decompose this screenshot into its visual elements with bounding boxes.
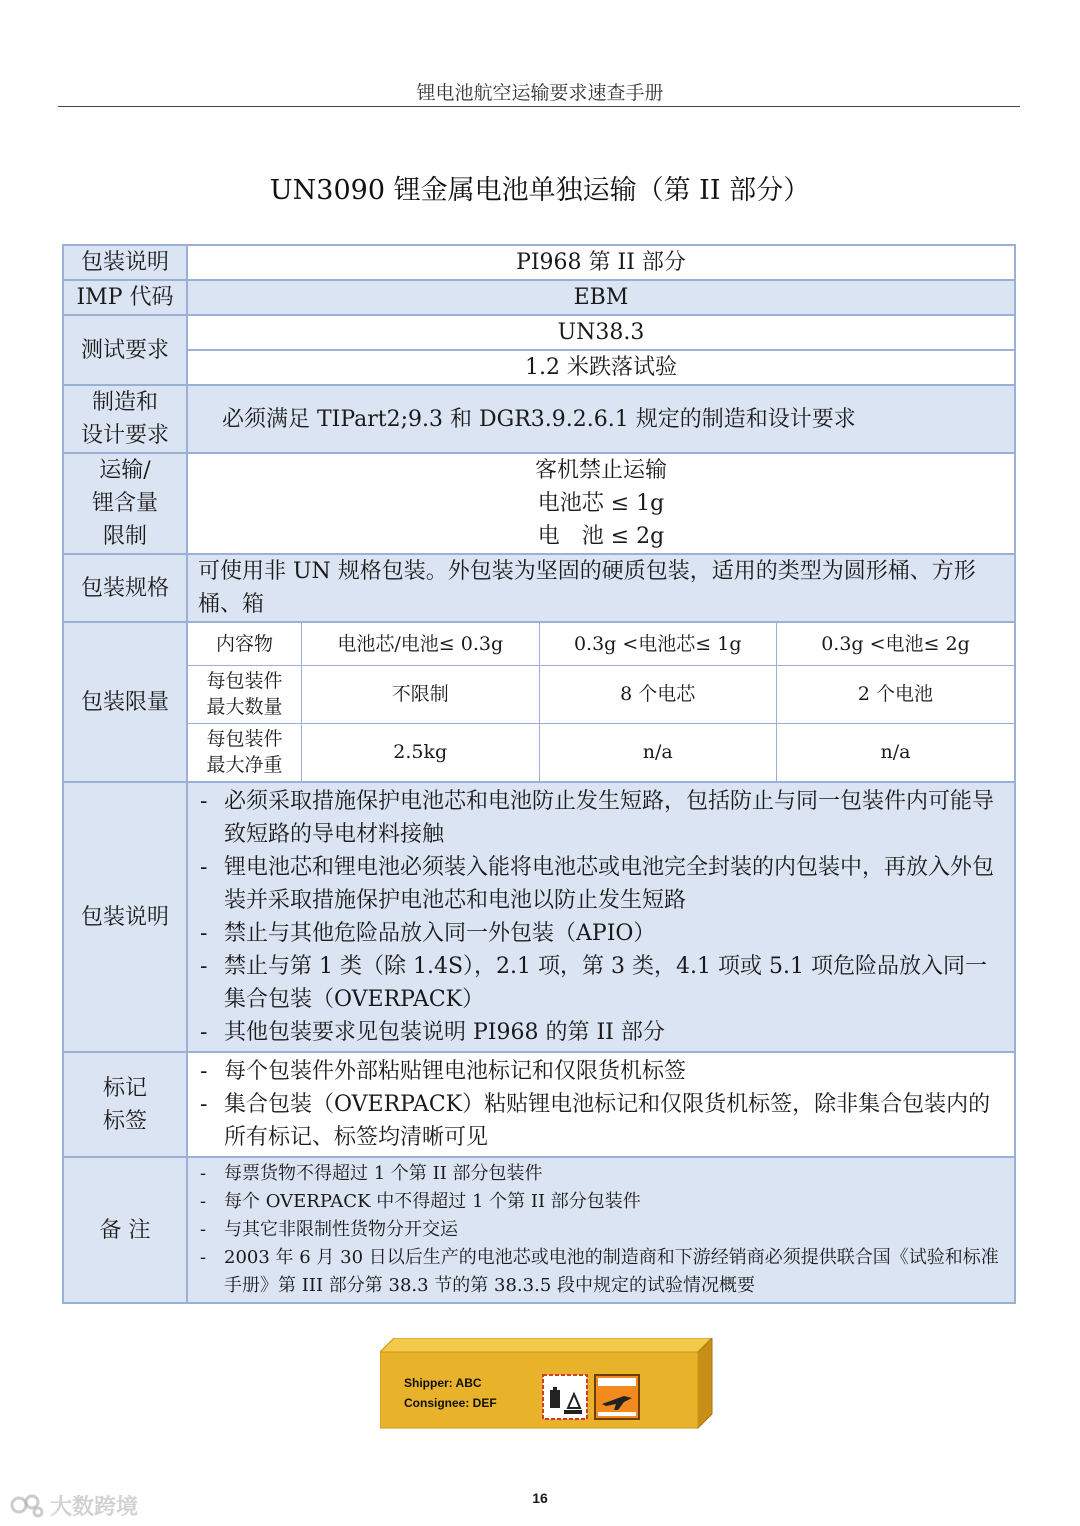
label-transport-line-1: 运输/ [99,458,151,483]
document-title: UN3090 锂金属电池单独运输（第 II 部分） [269,175,811,206]
label-test: 测试要求 [63,315,187,385]
value-packing-instruction: PI968 第 II 部分 [187,245,1015,280]
page-number: 16 [532,1490,548,1506]
transport-line-3: 电 池 ≤ 2g [537,524,665,549]
row-remarks [63,1157,1015,1303]
label-packaging-spec: 包装规格 [63,554,187,622]
label-manufacture-line-2: 设计要求 [80,423,169,448]
value-remarks [187,1157,1015,1303]
list-item: - 禁止与第 1 类（除 1.4S），2.1 项，第 3 类，4.1 项或 5.1 项危险品放入同一集合包装（OVERPACK） [196,950,1004,1016]
running-header: 锂电池航空运输要求速查手册 [416,82,664,104]
list-item: - 必须采取措施保护电池芯和电池防止发生短路，包括防止与同一包装件内可能导致短路的导电材料接触 [196,785,1004,851]
remarks-list [188,1158,1014,1302]
limits-row-weight-label [188,723,302,781]
label-manufacture [63,385,187,453]
value-imp-code: EBM [187,280,1015,315]
value-marking [187,1052,1015,1157]
watermark-text: 大数跨境 [50,1494,139,1519]
limits-weight-col-1: 2.5kg [302,723,540,781]
list-item: - 每个包装件外部粘贴锂电池标记和仅限货机标签 [196,1055,1004,1088]
value-test-1: UN38.3 [187,315,1015,350]
label-marking [63,1052,187,1157]
packaging-limits-cell [187,622,1015,782]
list-item: - 每票货物不得超过 1 个第 II 部分包装件 [196,1160,1004,1188]
label-packaging-limits: 包装限量 [63,622,187,782]
value-transport [187,453,1015,554]
list-item: - 其他包装要求见包装说明 PI968 的第 II 部分 [196,1016,1004,1049]
value-packaging-spec: 可使用非 UN 规格包装。外包装为坚固的硬质包装，适用的类型为圆形桶、方形桶、箱 [187,554,1015,622]
label-packing-instruction: 包装说明 [63,245,187,280]
cargo-aircraft-only-label-icon [594,1374,640,1420]
row-test-2 [63,350,1015,385]
limits-header-col-2: 0.3g <电池芯≤ 1g [539,623,777,665]
limits-row-quantity-label [188,665,302,723]
list-item: - 与其它非限制性货物分开交运 [196,1216,1004,1244]
value-manufacture: 必须满足 TIPart2;9.3 和 DGR3.9.2.6.1 规定的制造和设计要求 [187,385,1015,453]
packing-notes-list [188,783,1014,1051]
transport-line-2: 电池芯 ≤ 1g [537,491,665,516]
packaging-limits-table [188,623,1014,781]
shipper-text: Shipper: ABC [404,1376,482,1390]
lithium-battery-mark-icon [542,1374,588,1420]
limits-weight-label-line-2: 最大净重 [206,754,283,777]
watermark-logo-icon [10,1490,44,1520]
limits-row-weight [188,723,1014,781]
parcel-illustration [380,1338,715,1433]
row-packaging-spec [63,554,1015,622]
label-marking-line-1: 标记 [102,1075,147,1101]
limits-header-col-3: 0.3g <电池≤ 2g [777,623,1015,665]
consignee-text: Consignee: DEF [404,1396,497,1410]
limits-header-col-1: 电池芯/电池≤ 0.3g [302,623,540,665]
spec-table [62,244,1016,1304]
row-packing-instruction [63,245,1015,280]
value-packing-notes [187,782,1015,1052]
limits-quantity-col-2: 8 个电芯 [539,665,777,723]
limits-row-quantity [188,665,1014,723]
list-item: - 锂电池芯和锂电池必须装入能将电池芯或电池完全封装的内包装中，再放入外包装并采取措施保护电池芯和电池以防止发生短路 [196,851,1004,917]
marking-list [188,1053,1014,1156]
row-packing-notes [63,782,1015,1052]
list-item: - 2003 年 6 月 30 日以后生产的电池芯或电池的制造商和下游经销商必须提供联合国《试验和标准手册》第 III 部分第 38.3 节的第 38.3.5 段中规定的试验情况概要 [196,1244,1004,1300]
row-packaging-limits [63,622,1015,782]
label-transport-line-3: 限制 [102,524,147,549]
limits-quantity-col-3: 2 个电池 [777,665,1015,723]
limits-header-contents: 内容物 [188,623,302,665]
transport-line-1: 客机禁止运输 [534,458,667,483]
limits-weight-col-3: n/a [777,723,1015,781]
value-test-2: 1.2 米跌落试验 [187,350,1015,385]
row-imp-code [63,280,1015,315]
header-rule [58,106,1020,107]
row-transport [63,453,1015,554]
limits-weight-col-2: n/a [539,723,777,781]
label-manufacture-line-1: 制造和 [91,390,158,415]
limits-quantity-col-1: 不限制 [302,665,540,723]
list-item: - 集合包装（OVERPACK）粘贴锂电池标记和仅限货机标签，除非集合包装内的所有标记、标签均清晰可见 [196,1088,1004,1154]
row-marking [63,1052,1015,1157]
row-test-1 [63,315,1015,350]
list-item: - 禁止与其他危险品放入同一外包装（APIO） [196,917,1004,950]
label-remarks: 备 注 [63,1157,187,1303]
row-manufacture [63,385,1015,453]
limits-quantity-label-line-2: 最大数量 [206,696,283,718]
label-transport [63,453,187,554]
limits-weight-label-line-1: 每包装件 [206,728,283,751]
limits-header-row [188,623,1014,665]
limits-quantity-label-line-1: 每包装件 [206,670,283,692]
list-item: - 每个 OVERPACK 中不得超过 1 个第 II 部分包装件 [196,1188,1004,1216]
label-imp-code: IMP 代码 [63,280,187,315]
label-marking-line-2: 标签 [102,1108,147,1134]
label-packing-notes: 包装说明 [63,782,187,1052]
label-transport-line-2: 锂含量 [91,491,158,516]
